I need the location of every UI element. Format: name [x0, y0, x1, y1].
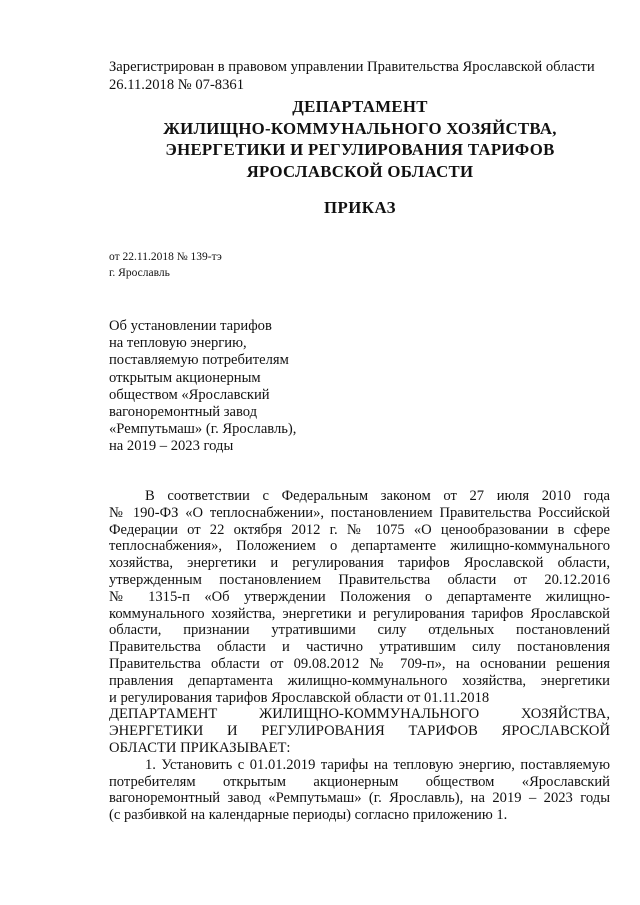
subject-line: обществом «Ярославский — [109, 386, 270, 403]
document-title: ПРИКАЗ — [323, 198, 397, 217]
department-line: ДЕПАРТАМЕНТ — [292, 97, 428, 116]
subject-line: на тепловую энергию, — [109, 335, 247, 352]
order-date-number: от 22.11.2018 № 139-тэ — [109, 251, 222, 263]
order-city: г. Ярославль — [109, 267, 170, 279]
subject-line: вагоноремонтный завод — [109, 404, 258, 421]
preamble-line: теплоснабжения», Положением о департаменте жилищно-коммунального — [109, 538, 610, 555]
item-line: 1. Установить с 01.01.2019 тарифы на тепловую энергию, поставляемую — [145, 756, 610, 773]
preamble-line: утвержденным постановлением Правительства области от 20.12.2016 — [109, 571, 610, 588]
subject-line: на 2019 – 2023 годы — [109, 438, 234, 455]
registration-line: Зарегистрирован в правовом управлении Правительства Ярославской области — [109, 59, 595, 75]
subject-line: Об установлении тарифов — [109, 318, 272, 334]
preamble-line: и регулирования тарифов Ярославской области от 01.11.2018 — [109, 689, 490, 706]
preamble-line: № 1315-п «Об утверждении Положения о департаменте жилищно- — [109, 588, 610, 605]
orders-line: ОБЛАСТИ ПРИКАЗЫВАЕТ: — [109, 739, 291, 756]
department-heading — [60, 96, 640, 182]
orders-line: ЭНЕРГЕТИКИ И РЕГУЛИРОВАНИЯ ТАРИФОВ ЯРОСЛАВСКОЙ — [109, 723, 610, 740]
preamble-line: хозяйства, энергетики и регулирования тарифов Ярославской области, — [109, 555, 610, 572]
preamble-line: Правительства области от 09.08.2012 № 709-п», на основании решения — [109, 655, 610, 672]
preamble-line: В соответствии с Федеральным законом от 27 июля 2010 года — [145, 488, 610, 504]
orders-line: ДЕПАРТАМЕНТ ЖИЛИЩНО-КОММУНАЛЬНОГО ХОЗЯЙСТВА, — [109, 706, 610, 723]
order-meta — [109, 249, 222, 281]
preamble-line: Федерации от 22 октября 2012 г. № 1075 «О ценообразовании в сфере — [109, 521, 610, 538]
department-line: ЭНЕРГЕТИКИ И РЕГУЛИРОВАНИЯ ТАРИФОВ — [165, 140, 555, 159]
registration-number: 26.11.2018 № 07-8361 — [109, 77, 244, 93]
order-subject — [109, 318, 296, 456]
preamble-line: правления департамента жилищно-коммунального хозяйства, энергетики — [109, 672, 610, 689]
preamble-line: № 190-ФЗ «О теплоснабжении», постановлением Правительства Российской — [109, 504, 610, 521]
document-body — [109, 488, 610, 824]
preamble-line: области, признании утратившими силу отдельных постановлений — [109, 622, 610, 639]
preamble-line: коммунального хозяйства, энергетики и регулирования тарифов Ярославской — [109, 605, 610, 622]
subject-line: открытым акционерным — [109, 369, 261, 386]
subject-line: поставляемую потребителям — [109, 352, 289, 369]
item-line: потребителям открытым акционерным обществом «Ярославский — [109, 773, 610, 790]
subject-line: «Ремпутьмаш» (г. Ярославль), — [109, 421, 297, 438]
preamble-line: Правительства области и частично утратившим силу постановления — [109, 639, 610, 656]
item-line: (с разбивкой на календарные периоды) согласно приложению 1. — [109, 807, 508, 824]
registration-note — [109, 58, 595, 94]
department-line: ЖИЛИЩНО-КОММУНАЛЬНОГО ХОЗЯЙСТВА, — [163, 118, 557, 138]
department-line: ЯРОСЛАВСКОЙ ОБЛАСТИ — [246, 161, 474, 181]
item-line: вагоноремонтный завод «Ремпутьмаш» (г. Ярославль), на 2019 – 2023 годы — [109, 790, 610, 807]
